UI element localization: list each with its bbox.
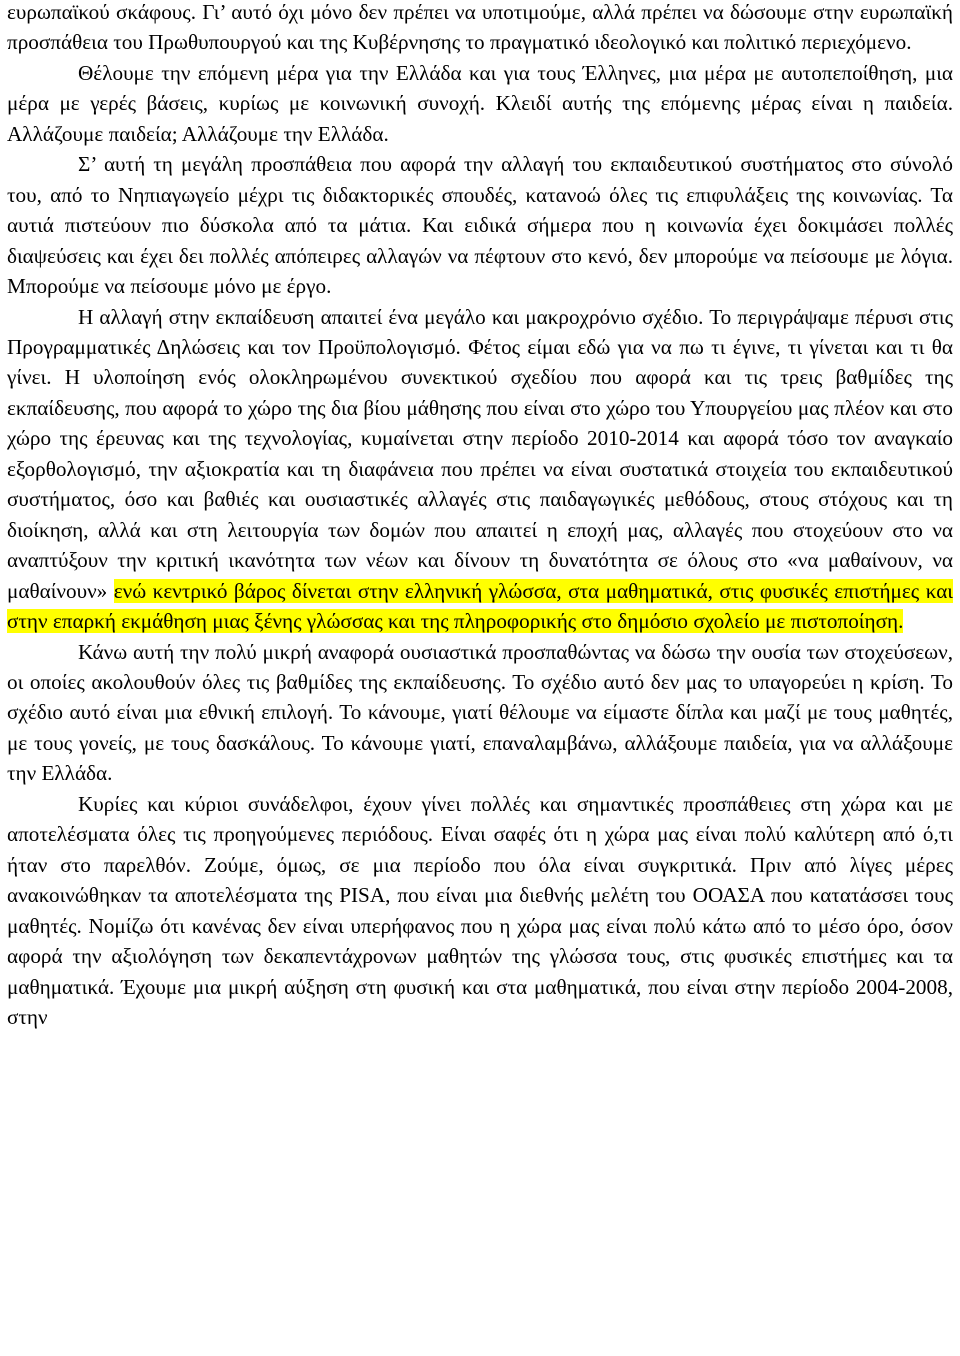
highlighted-text: ενώ κεντρικό βάρος δίνεται στην ελληνική γλώσσα, στα μαθηματικά, στις φυσικές επιστήμες και στην επαρκή εκμάθηση μιας ξένης γλώσσας και της πληροφορικής στο δημόσιο σχολείο με πιστοποίηση. [7, 578, 953, 634]
paragraph-pisa: Κυρίες και κύριοι συνάδελφοι, έχουν γίνει πολλές και σημαντικές προσπάθειες στη χώρα και με αποτελέσματα όλες τις προηγούμενες περιόδους. Είναι σαφές ότι η χώρα μας είναι πολύ καλύτερη από ό,τι ήταν στο παρελθόν. Ζούμε, όμως, σε μια περίοδο που όλα είναι συγκριτικά. Πριν από λίγες μέρες ανακοινώθηκαν τα αποτελέσματα της PISA, που είναι μια διεθνής μελέτη του ΟΟΑΣΑ που κατατάσσει τους μαθητές. Νομίζω ότι κανένας δεν είναι υπερήφανος που η χώρα μας είναι πολύ κάτω από το μέσο όρο, όσον αφορά την αξιολόγηση των δεκαπεντάχρονων μαθητών της γλώσσα τους, στις φυσικές επιστήμες και τα μαθηματικά. Έχουμε μια μικρή αύξηση στη φυσική και στα μαθηματικά, που είναι στην περίοδο 2004-2008, στην [7, 791, 953, 1029]
paragraph-national-choice: Κάνω αυτή την πολύ μικρή αναφορά ουσιαστικά προσπαθώντας να δώσω την ουσία των στοχεύσεων, οι οποίες ακολουθούν όλες τις βαθμίδες της εκπαίδευσης. Το σχέδιο αυτό δεν μας το υπαγορεύει η κρίση. Το σχέδιο αυτό είναι μια εθνική επιλογή. Το κάνουμε, γιατί θέλουμε να είμαστε δίπλα και μαζί με τους μαθητές, με τους γονείς, με τους δασκάλους. Το κάνουμε γιατί, επαναλαμβάνω, αλλάξουμε παιδεία, για να αλλάξουμε την Ελλάδα. [7, 639, 953, 786]
paragraph-education-reform: Σ’ αυτή τη μεγάλη προσπάθεια που αφορά την αλλαγή του εκπαιδευτικού συστήματος στο σύνολό του, από το Νηπιαγωγείο μέχρι τις διδακτορικές σπουδές, κατανοώ όλες τις επιφυλάξεις της κοινωνίας. Τα αυτιά πιστεύουν πιο δύσκολα από τα μάτια. Και ειδικά σήμερα που η κοινωνία έχει δοκιμάσει πολλές διαψεύσεις και έχει δει πολλές απόπειρες αλλαγών να πέφτουν στο κενό, δεν μπορούμε να πείσουμε με λόγια. Μπορούμε να πείσουμε μόνο με έργο. [7, 152, 953, 299]
document-body [7, 0, 953, 1032]
paragraph-plan [7, 302, 953, 637]
paragraph-next-day: Θέλουμε την επόμενη μέρα για την Ελλάδα και για τους Έλληνες, μια μέρα με αυτοπεποίθηση, μια μέρα με γερές βάσεις, κυρίως με κοινωνική συνοχή. Κλειδί αυτής της επόμενης μέρας είναι η παιδεία. Αλλάζουμε παιδεία; Αλλάζουμε την Ελλάδα. [7, 60, 953, 146]
paragraph-plan-text: Η αλλαγή στην εκπαίδευση απαιτεί ένα μεγάλο και μακροχρόνιο σχέδιο. Το περιγράψαμε πέρυσι στις Προγραμματικές Δηλώσεις και τον Προϋπολογισμό. Φέτος είμαι εδώ για να πω τι έγινε, τι γίνεται και τι θα γίνει. Η υλοποίηση ενός ολοκληρωμένου συνεκτικού σχεδίου που αφορά και τις τρεις βαθμίδες της εκπαίδευσης, που αφορά το χώρο της δια βίου μάθησης που είναι στο χώρο του Υπουργείου μας πλέον και στο χώρο της έρευνας και της τεχνολογίας, κυμαίνεται στην περίοδο 2010-2014 και αφορά τόσο τον αναγκαίο εξορθολογισμό, την αξιοκρατία και τη διαφάνεια που πρέπει να είναι συστατικά στοιχεία του εκπαιδευτικού συστήματος, όσο και βαθιές και ουσιαστικές αλλαγές στις παιδαγωγικές μεθόδους, στους στόχους και τη διοίκηση, αλλά και στη λειτουργία των δομών που απαιτεί η εποχή μας, αλλαγές που στοχεύουν στο να αναπτύξουν την κριτική ικανότητα των νέων και δίνουν τη δυνατότητα σε όλους στο «να μαθαίνουν, να μαθαίνουν» [7, 304, 953, 603]
paragraph-continuation: ευρωπαϊκού σκάφους. Γι’ αυτό όχι μόνο δεν πρέπει να υποτιμούμε, αλλά πρέπει να δώσουμε στην ευρωπαϊκή προσπάθεια του Πρωθυπουργού και της Κυβέρνησης το πραγματικό ιδεολογικό και πολιτικό περιεχόμενο. [7, 0, 953, 55]
